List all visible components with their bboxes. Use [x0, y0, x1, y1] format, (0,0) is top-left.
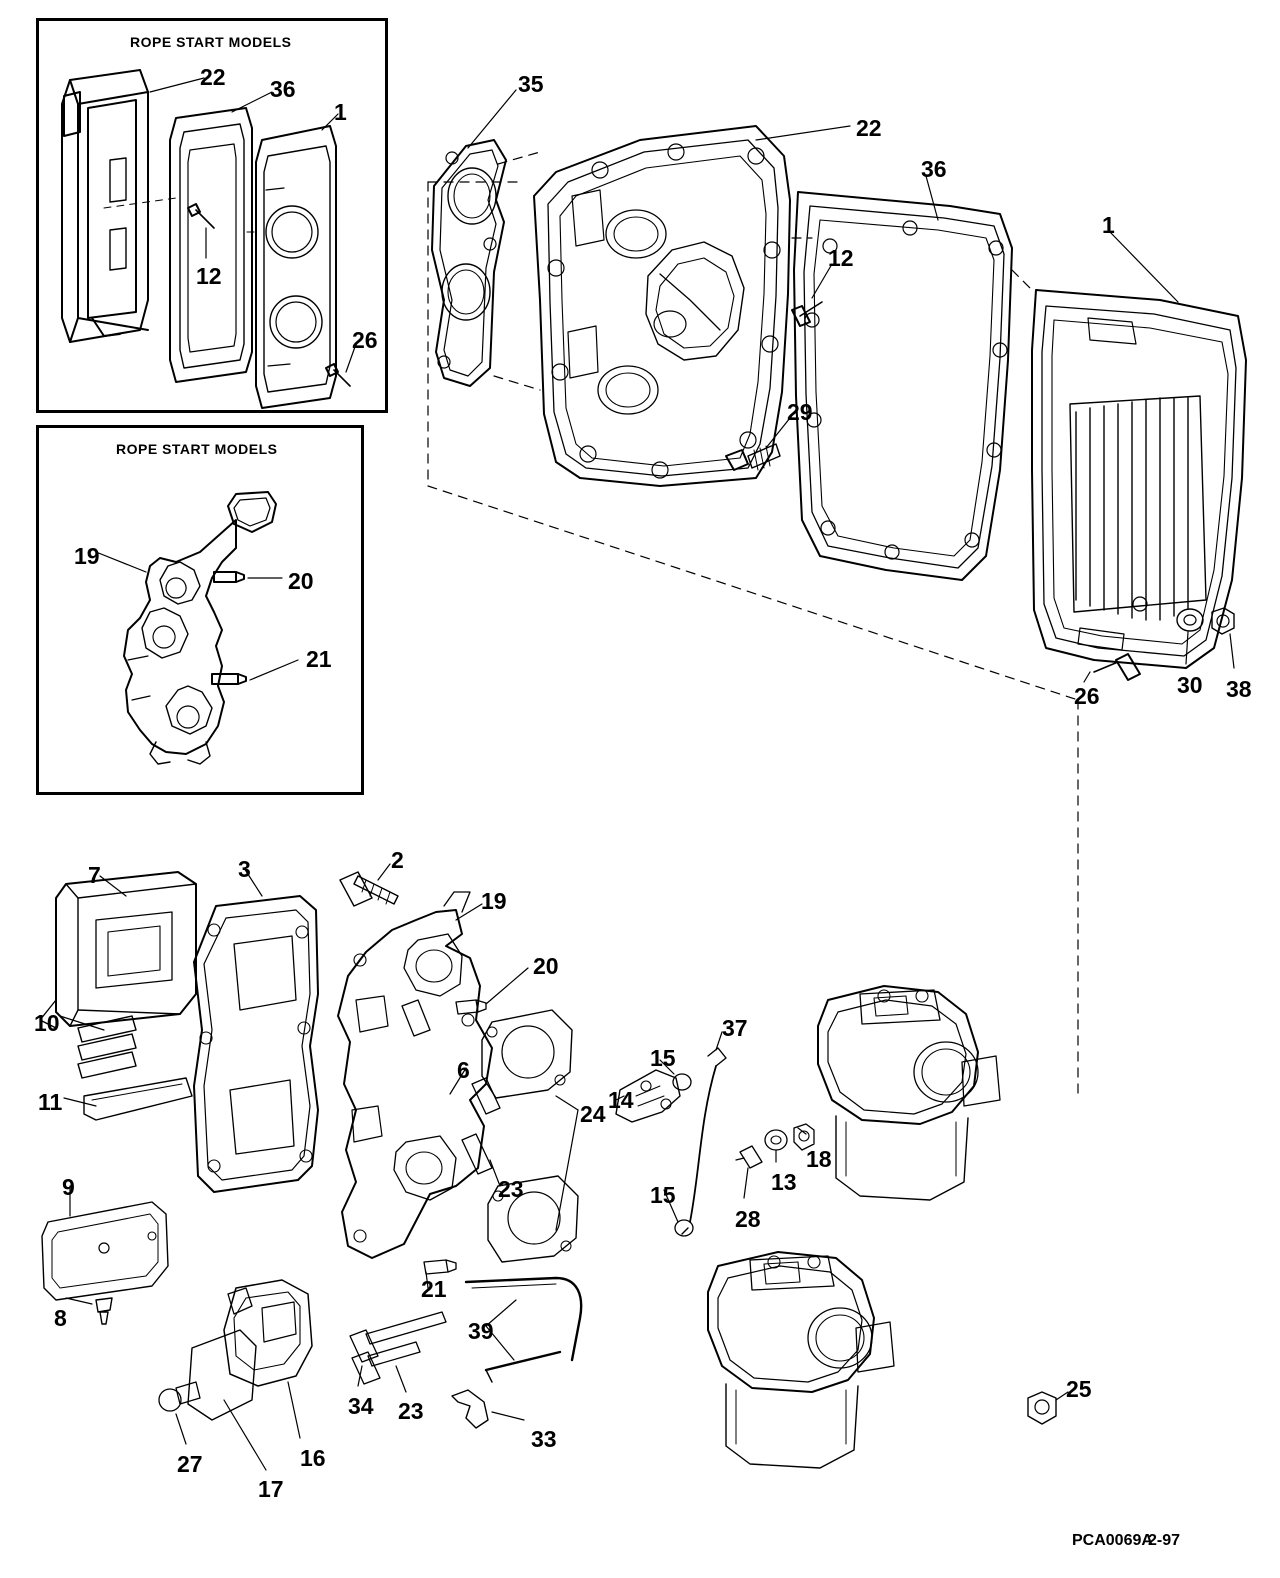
callout-36-main: 36	[921, 156, 947, 182]
callout-13: 13	[771, 1169, 797, 1195]
callout-37: 37	[722, 1015, 748, 1041]
callout-23-b: 23	[398, 1398, 424, 1424]
callout-15-a: 15	[650, 1045, 676, 1071]
callout-33: 33	[531, 1426, 557, 1452]
callout-12-inset: 12	[196, 263, 222, 289]
callout-16: 16	[300, 1445, 326, 1471]
callout-22-main: 22	[856, 115, 882, 141]
callout-9: 9	[62, 1174, 75, 1200]
callout-10: 10	[34, 1010, 60, 1036]
callout-12-main: 12	[828, 245, 854, 271]
callout-19-inset: 19	[74, 543, 100, 569]
inset-top-title: ROPE START MODELS	[130, 34, 292, 50]
callout-21-main: 21	[421, 1276, 447, 1302]
callout-27: 27	[177, 1451, 203, 1477]
callout-28: 28	[735, 1206, 761, 1232]
callout-6: 6	[457, 1057, 470, 1083]
callout-19-main: 19	[481, 888, 507, 914]
callout-18: 18	[806, 1146, 832, 1172]
callout-1-main: 1	[1102, 212, 1115, 238]
callout-25: 25	[1066, 1376, 1092, 1402]
callout-8: 8	[54, 1305, 67, 1331]
callout-24: 24	[580, 1101, 606, 1127]
callout-23-a: 23	[498, 1176, 524, 1202]
callout-39: 39	[468, 1318, 494, 1344]
callout-22-inset: 22	[200, 64, 226, 90]
callout-38: 38	[1226, 676, 1252, 702]
footer-date: 2-97	[1148, 1532, 1181, 1549]
callout-26-inset: 26	[352, 327, 378, 353]
callout-2: 2	[391, 847, 404, 873]
callout-3: 3	[238, 856, 251, 882]
callout-1-inset: 1	[334, 99, 347, 125]
main-top-assembly	[428, 90, 1246, 1100]
callout-36-inset: 36	[270, 76, 296, 102]
callout-14: 14	[608, 1087, 634, 1113]
callout-29: 29	[787, 399, 813, 425]
inset-box-bottom	[36, 425, 364, 795]
callout-15-b: 15	[650, 1182, 676, 1208]
callout-30: 30	[1177, 672, 1203, 698]
callout-26-main: 26	[1074, 683, 1100, 709]
callout-17: 17	[258, 1476, 284, 1502]
inset-bottom-title: ROPE START MODELS	[116, 441, 278, 457]
callout-20-main: 20	[533, 953, 559, 979]
callout-7: 7	[88, 862, 101, 888]
callout-20-inset: 20	[288, 568, 314, 594]
footer-drawing-code: PCA0069A	[1072, 1532, 1153, 1549]
callout-11: 11	[38, 1089, 63, 1115]
callout-35: 35	[518, 71, 544, 97]
callout-21-inset: 21	[306, 646, 332, 672]
callout-34: 34	[348, 1393, 374, 1419]
